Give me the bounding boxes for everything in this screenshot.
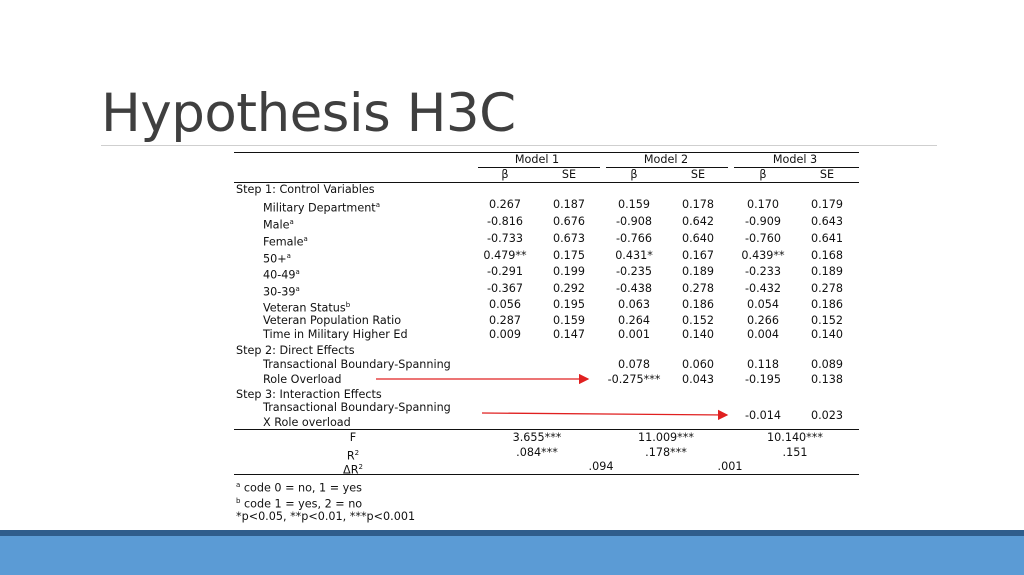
table-cell: -0.766 [615, 232, 653, 245]
table-cell: 0.159 [617, 198, 651, 211]
table-cell: 0.001 [617, 328, 651, 341]
stat-label-r2: $R^2$ [346, 449, 360, 463]
stat-value: .001 [717, 460, 743, 473]
table-cell: 0.004 [746, 328, 780, 341]
table-cell: -0.275*** [607, 373, 661, 386]
table-cell: 0.431* [615, 249, 653, 262]
table-cell: -0.195 [744, 373, 782, 386]
table-cell: -0.291 [486, 265, 524, 278]
significance-note: *p<0.05, **p<0.01, ***p<0.001 [236, 510, 416, 523]
table-cell: 0.292 [552, 282, 586, 295]
table-cell: 0.140 [681, 328, 715, 341]
row-label: Veteran Status$^b$ [263, 301, 351, 315]
model-header: Model 1 [514, 153, 560, 166]
row-label: 40-49$^a$ [263, 268, 300, 282]
table-cell: 0.159 [552, 314, 586, 327]
table-cell: 0.170 [746, 198, 780, 211]
stat-value: .094 [588, 460, 614, 473]
row-label: 50+$^a$ [263, 252, 291, 266]
table-cell: 0.479** [483, 249, 527, 262]
table-cell: 0.138 [810, 373, 844, 386]
table-cell: -0.432 [744, 282, 782, 295]
table-cell: 0.643 [810, 215, 844, 228]
table-cell: 0.266 [746, 314, 780, 327]
table-cell: 0.278 [681, 282, 715, 295]
stat-label-delta-r2: $\Delta R^2$ [343, 463, 363, 477]
stat-value: .151 [782, 446, 808, 459]
table-cell: 0.167 [681, 249, 715, 262]
table-cell: 0.043 [681, 373, 715, 386]
table-cell: 0.152 [810, 314, 844, 327]
table-cell: 0.175 [552, 249, 586, 262]
table-cell: 0.063 [617, 298, 651, 311]
table-cell: 0.676 [552, 215, 586, 228]
table-cell: 0.168 [810, 249, 844, 262]
row-label: Transactional Boundary-Spanning [263, 358, 451, 371]
table-cell: 0.187 [552, 198, 586, 211]
stat-value: 11.009*** [638, 431, 694, 444]
model-header: Model 2 [643, 153, 689, 166]
table-cell: 0.178 [681, 198, 715, 211]
table-cell: 0.642 [681, 215, 715, 228]
row-label: Role Overload [263, 373, 342, 386]
model-header: Model 3 [772, 153, 818, 166]
table-cell: -0.438 [615, 282, 653, 295]
table-note-a: $^a$ code 0 = no, 1 = yes [236, 481, 362, 495]
step-heading: Step 2: Direct Effects [236, 344, 355, 357]
table-cell: -0.908 [615, 215, 653, 228]
table-cell: 0.640 [681, 232, 715, 245]
stat-value: 3.655*** [512, 431, 562, 444]
stat-value: .084*** [516, 446, 558, 459]
table-cell: -0.760 [744, 232, 782, 245]
sub-header: β [759, 168, 767, 181]
footer-band [0, 536, 1024, 575]
table-cell: 0.278 [810, 282, 844, 295]
row-label: 30-39$^a$ [263, 285, 300, 299]
table-cell: 0.118 [746, 358, 780, 371]
table-cell: -0.235 [615, 265, 653, 278]
table-cell: 0.023 [810, 409, 844, 422]
table-cell: 0.439** [741, 249, 785, 262]
row-label: Veteran Population Ratio [263, 314, 402, 327]
table-cell: 0.009 [488, 328, 522, 341]
table-cell: 0.056 [488, 298, 522, 311]
table-cell: -0.733 [486, 232, 524, 245]
table-cell: 0.264 [617, 314, 651, 327]
sub-header: SE [819, 168, 835, 181]
table-cell: 0.186 [681, 298, 715, 311]
sub-header: β [630, 168, 638, 181]
step-heading: Step 1: Control Variables [236, 183, 375, 196]
table-cell: 0.152 [681, 314, 715, 327]
table-cell: -0.367 [486, 282, 524, 295]
row-label: X Role overload [263, 416, 351, 429]
table-cell: -0.816 [486, 215, 524, 228]
table-cell: 0.267 [488, 198, 522, 211]
stat-label-f: F [349, 431, 357, 444]
table-cell: 0.199 [552, 265, 586, 278]
table-cell: 0.189 [810, 265, 844, 278]
row-label: Military Department$^a$ [263, 201, 380, 215]
row-label: Time in Military Higher Ed [263, 328, 408, 341]
table-note-b: $^b$ code 1 = yes, 2 = no [236, 497, 363, 511]
table-cell: 0.089 [810, 358, 844, 371]
row-label: Female$^a$ [263, 235, 308, 249]
stat-value: 10.140*** [767, 431, 823, 444]
step-heading: Step 3: Interaction Effects [236, 388, 382, 401]
row-label: Male$^a$ [263, 218, 294, 232]
row-label: Transactional Boundary-Spanning [263, 401, 451, 414]
table-cell: 0.673 [552, 232, 586, 245]
table-cell: 0.287 [488, 314, 522, 327]
stat-value: .178*** [645, 446, 687, 459]
table-cell: 0.189 [681, 265, 715, 278]
table-cell: 0.140 [810, 328, 844, 341]
sub-header: SE [561, 168, 577, 181]
table-cell: -0.233 [744, 265, 782, 278]
table-cell: -0.014 [744, 409, 782, 422]
table-cell: -0.909 [744, 215, 782, 228]
table-cell: 0.195 [552, 298, 586, 311]
arrow-interaction [482, 413, 727, 415]
slide-title: Hypothesis H3C [101, 83, 516, 144]
table-cell: 0.054 [746, 298, 780, 311]
table-cell: 0.186 [810, 298, 844, 311]
table-cell: 0.060 [681, 358, 715, 371]
table-cell: 0.147 [552, 328, 586, 341]
sub-header: β [501, 168, 509, 181]
sub-header: SE [690, 168, 706, 181]
table-cell: 0.078 [617, 358, 651, 371]
table-cell: 0.179 [810, 198, 844, 211]
table-cell: 0.641 [810, 232, 844, 245]
